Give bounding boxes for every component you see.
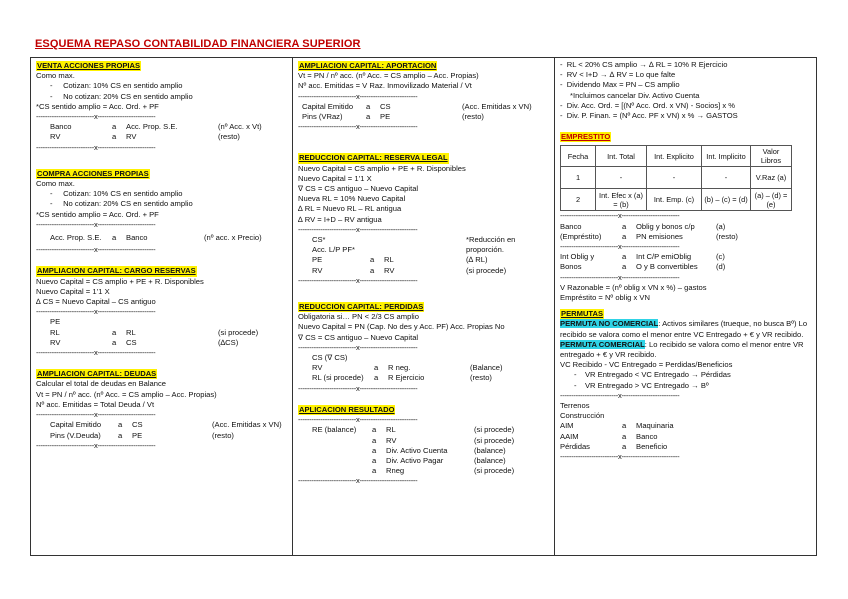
section-reduccion-reserva-legal bbox=[298, 152, 550, 286]
journal-entry: a RV (si procede) bbox=[372, 435, 515, 445]
text-line: Nueva RL = 10% Nuevo Capital bbox=[298, 194, 406, 204]
section-ampliacion-reservas bbox=[36, 265, 288, 358]
journal-entry: CS (∇ CS) bbox=[312, 353, 348, 363]
section-heading: APLICACION RESULTADO bbox=[299, 404, 395, 414]
separator: --------------------------x-------------------------- bbox=[298, 224, 418, 234]
section-venta-acciones bbox=[36, 60, 288, 153]
journal-entry: AAIM a Banco bbox=[560, 431, 658, 441]
separator: --------------------------x-------------------------- bbox=[298, 476, 418, 486]
journal-entry: Bonos a O y B convertibles (d) bbox=[560, 262, 726, 272]
text-line: ∆ RL = Nuevo RL – RL antigua bbox=[298, 204, 402, 214]
text-paragraph: PERMUTA NO COMERCIAL: Activos similares (trueque, no busca Bº) Lo recibido se valora como el menor entre VC Entregado + € y VR recibido. bbox=[560, 319, 808, 339]
emprestito-table bbox=[560, 145, 792, 211]
text-line: Empréstito = Nº oblig x VN bbox=[560, 293, 650, 303]
table-cell: - bbox=[596, 167, 647, 189]
journal-entry: RV a R neg. (Balance) bbox=[312, 363, 503, 373]
section-heading: AMPLIACION CAPITAL: APORTACION bbox=[299, 61, 437, 70]
separator: --------------------------x-------------------------- bbox=[36, 245, 156, 255]
bullet-line: - Cotizan: 10% CS en sentido amplio bbox=[50, 81, 183, 91]
journal-entry: Capital Emitido a CS (Acc. Emitidas x VN) bbox=[50, 420, 282, 430]
journal-entry: Banco a Acc. Prop. S.E. (nº Acc. x Vt) bbox=[50, 122, 262, 132]
bullet-line: - RL < 20% CS amplio → ∆ RL = 10% R Ejercicio bbox=[560, 60, 728, 69]
text-line: Calcular el total de deudas en Balance bbox=[36, 379, 167, 389]
table-header: Fecha bbox=[561, 146, 596, 167]
section-heading: COMPRA ACCIONES PROPIAS bbox=[37, 168, 149, 178]
journal-entry: Pins (V.Deuda) a PE (resto) bbox=[50, 430, 234, 440]
separator: --------------------------x-------------------------- bbox=[560, 242, 680, 252]
journal-entry: (Empréstito) a PN emisiones (resto) bbox=[560, 231, 738, 241]
table-cell: (a) – (d) = (e) bbox=[751, 189, 792, 211]
journal-entry: Capital Emitido a CS (Acc. Emitidas x VN) bbox=[302, 101, 532, 111]
journal-entry: Pins (VRaz) a PE (resto) bbox=[302, 112, 484, 122]
section-heading: VENTA ACCIONES PROPIAS bbox=[37, 61, 141, 70]
table-cell: - bbox=[702, 167, 751, 189]
journal-entry: AIM a Maquinaria bbox=[560, 421, 674, 431]
table-row bbox=[561, 189, 792, 211]
journal-entry: a Rneg (si procede) bbox=[372, 466, 515, 476]
text-line: Como max. bbox=[36, 179, 75, 189]
text-line: *CS sentido amplio = Acc. Ord. + PF bbox=[36, 101, 159, 111]
section-ampliacion-aportacion bbox=[298, 60, 550, 132]
text-line: Nº acc. Emitidas = Total Deuda / Vt bbox=[36, 399, 155, 409]
section-heading: AMPLIACION CAPITAL: DEUDAS bbox=[37, 369, 157, 379]
bullet-line: - VR Entregado < VC Entregado → Pérdidas bbox=[574, 370, 731, 380]
separator: --------------------------x-------------------------- bbox=[298, 275, 418, 285]
text-line: V Razonable = (nº oblig x VN x %) – gastos bbox=[560, 282, 707, 292]
separator: --------------------------x-------------------------- bbox=[560, 452, 680, 462]
bullet-line: - RV < I+D → ∆ RV = Lo que falte bbox=[560, 70, 676, 80]
table-header: Int. Total bbox=[596, 146, 647, 167]
table-cell: Int. Emp. (c) bbox=[647, 189, 702, 211]
content-frame bbox=[30, 57, 817, 556]
separator: --------------------------x-------------------------- bbox=[560, 390, 680, 400]
text-line: Nuevo Capital = 1’1 X bbox=[36, 286, 110, 296]
journal-entry: a Div. Activo Pagar (balance) bbox=[372, 455, 506, 465]
section-ampliacion-deudas bbox=[36, 368, 288, 451]
section-dividendos bbox=[560, 60, 814, 121]
text-line: ∇ CS = CS antiguo – Nuevo Capital bbox=[298, 332, 419, 342]
section-aplicacion-resultado bbox=[298, 404, 550, 487]
separator: --------------------------x-------------------------- bbox=[36, 307, 156, 317]
text-line: Vt = PN / nº acc. (nº Acc. = CS amplio – Acc. Propias) bbox=[298, 71, 479, 81]
table-cell: 2 bbox=[561, 189, 596, 211]
text-line: VC Recibido - VC Entregado = Perdidas/Beneficios bbox=[560, 360, 733, 370]
table-cell: Int. Efec x (a) = (b) bbox=[596, 189, 647, 211]
table-row bbox=[561, 167, 792, 189]
journal-entry: a Div. Activo Cuenta (balance) bbox=[372, 445, 506, 455]
table-header: Int. Explicito bbox=[647, 146, 702, 167]
text-line: *CS sentido amplio = Acc. Ord. + PF bbox=[36, 209, 159, 219]
section-reduccion-perdidas bbox=[298, 301, 550, 394]
journal-entry: Acc. L/P PF* proporción. bbox=[312, 245, 504, 255]
separator: --------------------------x-------------------------- bbox=[36, 142, 156, 152]
journal-entry: Pérdidas a Beneficio bbox=[560, 441, 668, 451]
separator: --------------------------x-------------------------- bbox=[298, 415, 418, 425]
journal-entry: RL a RL (si procede) bbox=[50, 327, 259, 337]
bullet-line: - Cotizan: 10% CS en sentido amplio bbox=[50, 189, 183, 199]
text-line: *Incluimos cancelar Div. Activo Cuenta bbox=[570, 90, 700, 100]
journal-entry: RE (balance) a RL (si procede) bbox=[312, 425, 515, 435]
column-right bbox=[555, 58, 818, 555]
bullet-line: - Div. P. Finan. = (Nº Acc. PF x VN) x % → GASTOS bbox=[560, 111, 738, 121]
text-line: ∇ CS = CS antiguo – Nuevo Capital bbox=[298, 184, 419, 194]
section-heading: PERMUTAS bbox=[561, 309, 604, 319]
separator: --------------------------x-------------------------- bbox=[36, 410, 156, 420]
journal-entry: RV a RV (si procede) bbox=[312, 265, 507, 275]
journal-entry: Int Oblig y a Int C/P emiOblig (c) bbox=[560, 252, 725, 262]
text-line: Nº acc. Emitidas = V Raz. Inmovilizado Material / Vt bbox=[298, 81, 472, 91]
text-line: Nuevo Capital = PN (Cap. No des y Acc. PF) Acc. Propias No bbox=[298, 322, 505, 332]
bullet-line: - VR Entregado > VC Entregado → Bº bbox=[574, 380, 709, 390]
separator: --------------------------x-------------------------- bbox=[298, 122, 418, 132]
table-cell: 1 bbox=[561, 167, 596, 189]
journal-entry: RV a RV (resto) bbox=[50, 132, 240, 142]
text-line: Obligatoria si… PN < 2/3 CS amplio bbox=[298, 312, 419, 322]
journal-entry: PE a RL (∆ RL) bbox=[312, 255, 488, 265]
separator: --------------------------x-------------------------- bbox=[36, 219, 156, 229]
separator: --------------------------x-------------------------- bbox=[36, 112, 156, 122]
table-header-row bbox=[561, 146, 792, 167]
separator: --------------------------x-------------------------- bbox=[298, 383, 418, 393]
section-permutas bbox=[560, 308, 814, 462]
journal-entry: Construcción bbox=[560, 411, 605, 421]
section-heading: REDUCCION CAPITAL: RESERVA LEGAL bbox=[299, 153, 448, 163]
separator: --------------------------x-------------------------- bbox=[560, 211, 680, 221]
section-compra-acciones bbox=[36, 168, 288, 256]
section-heading: EMPRESTITO bbox=[561, 132, 611, 142]
journal-entry: RV a CS (∆CS) bbox=[50, 337, 239, 347]
highlight-label: PERMUTA COMERCIAL bbox=[560, 339, 645, 349]
text-line: Nuevo Capital = CS amplio + PE + R. Disponibles bbox=[298, 163, 466, 173]
separator: --------------------------x-------------------------- bbox=[298, 91, 418, 101]
journal-entry: PE bbox=[50, 317, 61, 327]
journal-entry: Banco a Oblig y bonos c/p (a) bbox=[560, 221, 726, 231]
text-line: ∆ CS = Nuevo Capital – CS antiguo bbox=[36, 297, 156, 307]
journal-entry: Acc. Prop. S.E. a Banco (nº acc. x Precio) bbox=[50, 233, 262, 243]
bullet-line: - No cotizan: 20% CS en sentido amplio bbox=[50, 199, 193, 209]
separator: --------------------------x-------------------------- bbox=[560, 272, 680, 282]
text-line: Nuevo Capital = 1’1 X bbox=[298, 173, 372, 183]
page-title: ESQUEMA REPASO CONTABILIDAD FINANCIERA SUPERIOR bbox=[35, 38, 361, 50]
table-cell: (b) – (c) = (d) bbox=[702, 189, 751, 211]
text-line: Nuevo Capital = CS amplio + PE + R. Disponibles bbox=[36, 276, 204, 286]
table-cell: V.Raz (a) bbox=[751, 167, 792, 189]
bullet-line: - No cotizan: 20% CS en sentido amplio bbox=[50, 91, 193, 101]
section-heading: REDUCCION CAPITAL: PERDIDAS bbox=[299, 302, 424, 312]
column-left bbox=[31, 58, 293, 555]
table-header: Valor Libros bbox=[751, 146, 792, 167]
separator: --------------------------x-------------------------- bbox=[36, 440, 156, 450]
text-paragraph: PERMUTA COMERCIAL: Lo recibido se valora como el menor entre VR entregado + € y VR recibido. bbox=[560, 339, 804, 360]
text-line: Como max. bbox=[36, 71, 75, 81]
journal-entry: RL (si procede) a R Ejercicio (resto) bbox=[312, 373, 492, 383]
journal-entry: CS* *Reducción en bbox=[312, 235, 516, 245]
section-heading: AMPLIACION CAPITAL: CARGO RESERVAS bbox=[37, 266, 196, 276]
text-line: ∆ RV = I+D – RV antigua bbox=[298, 214, 382, 224]
journal-entry: Terrenos bbox=[560, 401, 590, 411]
separator: --------------------------x-------------------------- bbox=[298, 342, 418, 352]
highlight-label: PERMUTA NO COMERCIAL bbox=[560, 319, 659, 329]
column-middle bbox=[293, 58, 555, 555]
text-line: Vt = PN / nº acc. (nº Acc. = CS amplio – Acc. Propias) bbox=[36, 389, 217, 399]
section-emprestito bbox=[560, 131, 814, 303]
table-header: Int. Implicito bbox=[702, 146, 751, 167]
bullet-line: - Div. Acc. Ord. = [(Nº Acc. Ord. x VN) - Socios] x % bbox=[560, 100, 736, 110]
bullet-line: - Dividendo Max = PN – CS amplio bbox=[560, 80, 680, 90]
table-cell: - bbox=[647, 167, 702, 189]
separator: --------------------------x-------------------------- bbox=[36, 348, 156, 358]
